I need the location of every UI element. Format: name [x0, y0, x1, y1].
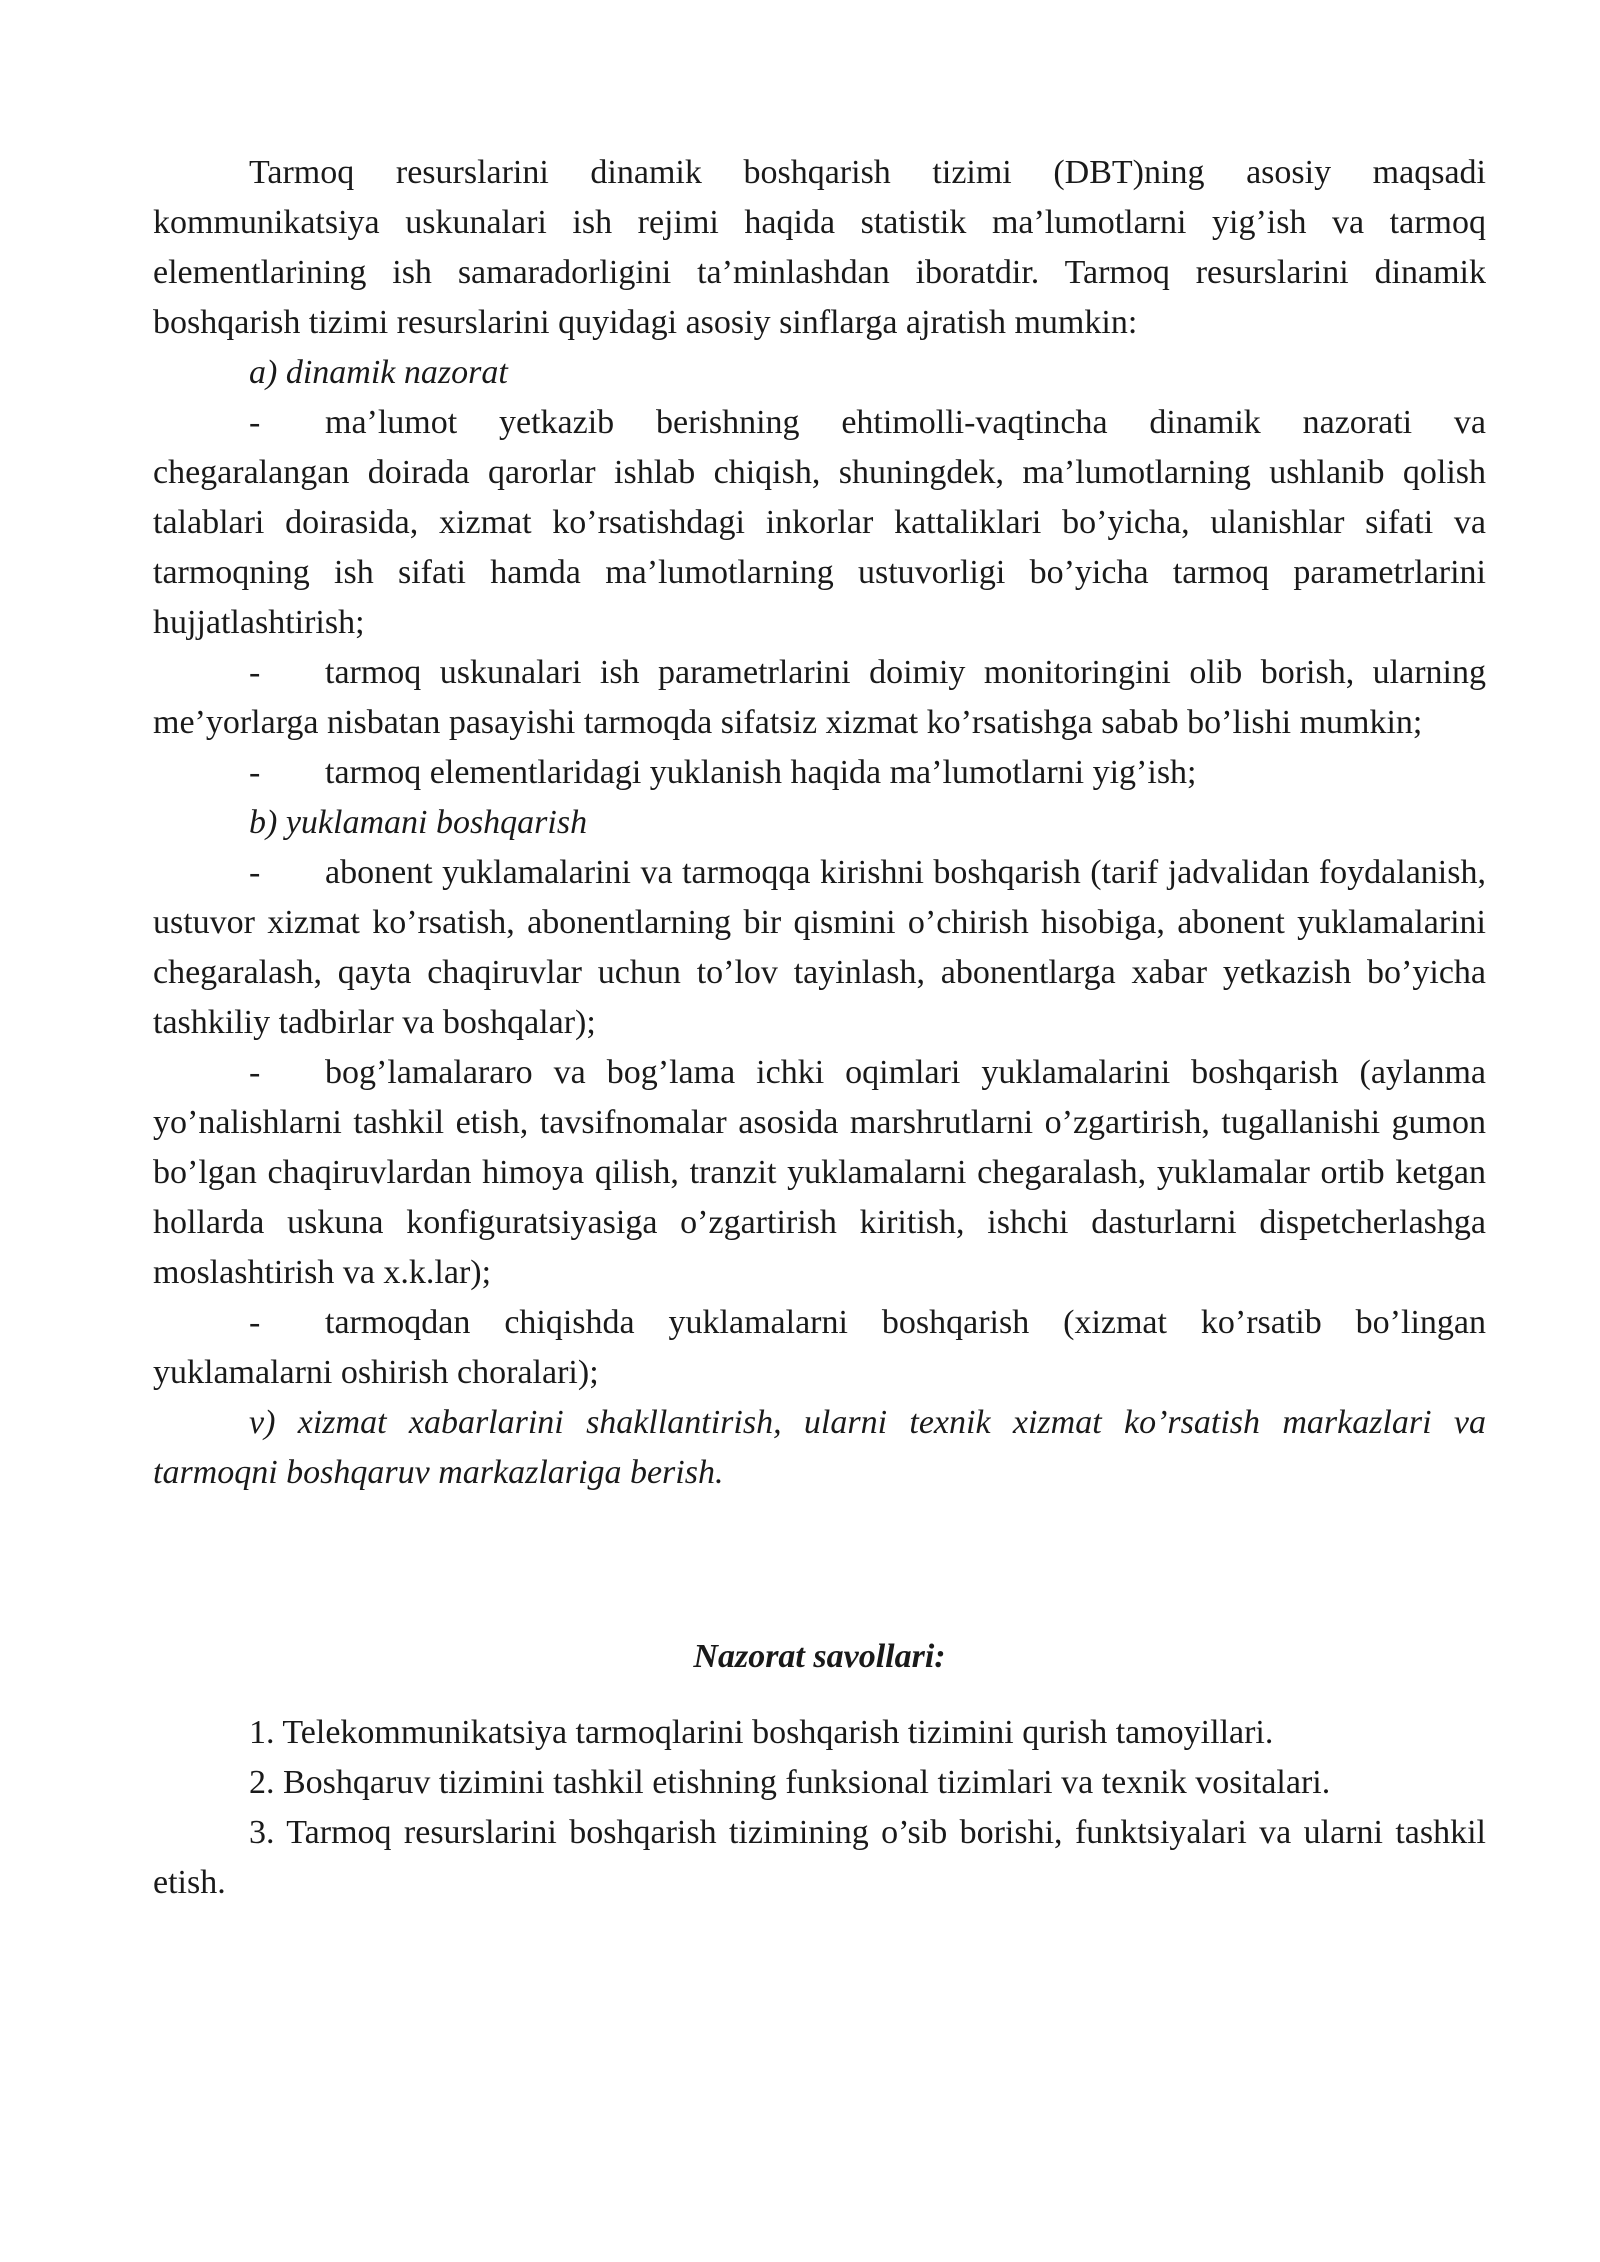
section-a-item [153, 748, 1486, 798]
dash-marker: - [249, 654, 261, 691]
question-item: 3. Tarmoq resurslarini boshqarish tizimining o’sib borishi, funktsiyalari va ularni tashkil etish. [153, 1814, 1486, 1901]
section-a-item [153, 648, 1486, 748]
section-v-paragraph: v) xizmat xabarlarini shakllantirish, ularni texnik xizmat ko’rsatish markazlari va tarmoqni boshqaruv markazlariga berish. [153, 1404, 1486, 1491]
section-b-item [153, 848, 1486, 1048]
questions-list [153, 1708, 1486, 1908]
section-b-item [153, 1048, 1486, 1298]
dash-marker: - [249, 1304, 261, 1341]
question-item: 1. Telekommunikatsiya tarmoqlarini boshqarish tizimini qurish tamoyillari. [249, 1714, 1274, 1751]
dash-marker: - [249, 854, 261, 891]
section-b-item-text: bog’lamalararo va bog’lama ichki oqimlari yuklamalarini boshqarish (aylanma yo’nalishlarni tashkil etish, tavsifnomalar asosida marshrutlarni o’zgartirish, tugallanishi gumon bo’lgan chaqiruvlardan himoya qilish, tranzit yuklamalarni chegaralash, yuklamalar ortib ketgan hollarda uskuna konfiguratsiyasiga o’zgartirish kiritish, ishchi dasturlarni dispetcherlashga moslashtirish va x.k.lar); [153, 1054, 1486, 1291]
section-a-item-text: tarmoq elementlaridagi yuklanish haqida ma’lumotlarni yig’ish; [325, 754, 1197, 791]
section-a-item-text: ma’lumot yetkazib berishning ehtimolli-vaqtincha dinamik nazorati va chegaralangan doirada qarorlar ishlab chiqish, shuningdek, ma’lumotlarning ushlanib qolish talablari doirasida, xizmat ko’rsatishdagi inkorlar kattaliklari bo’yicha, ulanishlar sifati va tarmoqning ish sifati hamda ma’lumotlarning ustuvorligi bo’yicha tarmoq parametrlarini hujjatlashtirish; [153, 404, 1486, 641]
section-a-item-text: tarmoq uskunalari ish parametrlarini doimiy monitoringini olib borish, ularning me’yorlarga nisbatan pasayishi tarmoqda sifatsiz xizmat ko’rsatishga sabab bo’lishi mumkin; [153, 654, 1486, 741]
section-b-item-text: abonent yuklamalarini va tarmoqqa kirishni boshqarish (tarif jadvalidan foydalanish, ustuvor xizmat ko’rsatish, abonentlarning bir qismini o’chirish hisobiga, abonent yuklamalarini chegaralash, qayta chaqiruvlar uchun to’lov tayinlash, abonentlarga xabar yetkazish bo’yicha tashkiliy tadbirlar va boshqalar); [153, 854, 1486, 1041]
dash-marker: - [249, 404, 261, 441]
section-b-item [153, 1298, 1486, 1398]
intro-paragraph: Tarmoq resurslarini dinamik boshqarish tizimi (DBT)ning asosiy maqsadi kommunikatsiya uskunalari ish rejimi haqida statistik ma’lumotlarni yig’ish va tarmoq elementlarining ish samaradorligini ta’minlashdan iboratdir. Tarmoq resurslarini dinamik boshqarish tizimi resurslarini quyidagi asosiy sinflarga ajratish mumkin: [153, 154, 1486, 341]
section-b-item-text: tarmoqdan chiqishda yuklamalarni boshqarish (xizmat ko’rsatib bo’lingan yuklamalarni oshirish choralari); [153, 1304, 1486, 1391]
dash-marker: - [249, 754, 261, 791]
section-b-title: b) yuklamani boshqarish [249, 804, 588, 841]
document-page [153, 148, 1486, 1908]
section-a-title: a) dinamik nazorat [249, 354, 508, 391]
dash-marker: - [249, 1054, 261, 1091]
section-a-item [153, 398, 1486, 648]
questions-heading: Nazorat savollari: [693, 1638, 946, 1675]
question-item: 2. Boshqaruv tizimini tashkil etishning funksional tizimlari va texnik vositalari. [249, 1764, 1331, 1801]
